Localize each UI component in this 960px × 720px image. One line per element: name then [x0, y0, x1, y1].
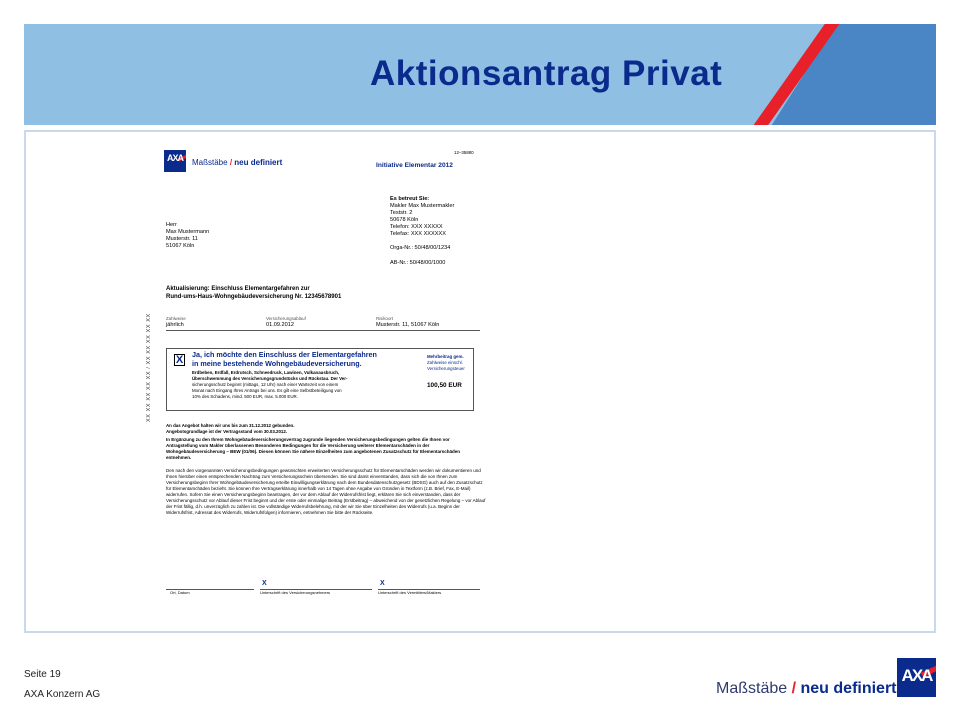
offer-checkbox[interactable]: X	[175, 354, 184, 366]
signature-label: Unterschrift des Vermittlers/Maklers	[378, 590, 442, 595]
premium-value: 100,50 EUR	[427, 382, 462, 389]
recipient-line: 51067 Köln	[166, 243, 195, 249]
agent-heading: Es betreut Sie:	[390, 196, 430, 202]
slide-title: Aktionsantrag Privat	[370, 54, 723, 93]
axa-logo: AXA	[164, 150, 186, 172]
company-name: AXA Konzern AG	[24, 689, 101, 700]
signature-label: Ort, Datum	[170, 590, 190, 595]
orga-number: Orga-Nr.: 50/48/00/1234	[390, 245, 451, 251]
offer-text: 10% des Schadens, mind. 500 EUR, max. 5.000 EUR.	[192, 394, 298, 399]
agent-line: 50678 Köln	[390, 217, 419, 223]
recipient-line: Max Mustermann	[166, 229, 210, 235]
ab-number: AB-Nr.: 50/48/00/1000	[390, 260, 446, 266]
validity-line: Angebotsgrundlage ist der Vertragsstand vom 30.03.2012.	[166, 429, 288, 434]
application-form	[146, 140, 486, 610]
offer-text: sicherungsschutz beginnt (mittags, 12 Uhr) nach einer Wartezeit von einem	[192, 382, 339, 387]
subject-line: Rund-ums-Haus-Wohngebäudeversicherung Nr. 12345678901	[166, 294, 342, 300]
agent-line: Telefax: XXX XXXXXX	[390, 231, 446, 237]
offer-text: Überschwemmung des Versicherungsgrundstücks und Rückstau. Der Ver-	[192, 376, 348, 381]
table-cell: jährlich	[166, 322, 184, 328]
reference-number: 12–35880	[454, 150, 474, 155]
offer-text: Monat nach Eingang Ihres Antrags bei uns. Es gilt eine Selbstbeteiligung von	[192, 388, 342, 393]
signature-mark: X	[262, 580, 267, 587]
cancellation-paragraph: Den nach den vorgenannten Versicherungsbedingungen gewünschten erweiterten Versicherungsschutz für Elementarschäden werden wir dokumentieren und Ihnen hierüber einen entsprechenden Nachtrag zum Versicherungsschein übersenden. Sie sind damit einverstanden, dass sich die von Ihnen zum Versicherungsbeginn Ihrer Wohngebäudeversicherung erteilte Einwilligungserklärung nach dem Bundesdatenschutzgesetz (BDSG) auch auf den Zusatzschutz für Elementarschäden bezieht. Sie können Ihre Vertragserklärung innerhalb von 14 Tagen ohne Angabe von Gründen in Textform (z.B. Brief, Fax, E-Mail) widerrufen. Sofern Sie einen Versicherungsbeginn beantragen, der vor dem Ablauf der Widerrufsfrist liegt, erklären Sie sich einverstanden, dass der Versicherungsschutz vor Ablauf dieser Frist beginnt und der erste oder einmalige Beitrag (Erstbeitrag) – abweichend von der gesetzlichen Regelung – vor Ablauf der Frist fällig, d.h. unverzüglich zu zahlen ist. Die vollständige Widerrufsbelehrung, mit der wir Sie über Einzelheiten des Widerrufs (u.a. Beginn der Widerrufsfrist, Adressat des Widerrufs, Widerrufsfolgen) informieren, entnehmen Sie bitte der Rückseite.	[166, 468, 486, 515]
footer-brand-claim: Maßstäbe / neu definiert	[716, 680, 897, 697]
offer-heading: in meine bestehende Wohngebäudeversicherung.	[192, 359, 362, 368]
document-frame	[24, 130, 936, 633]
table-header: Risikoort	[376, 316, 394, 321]
table-header: Versicherungsablauf	[266, 316, 306, 321]
page-number: Seite 19	[24, 669, 61, 680]
campaign-name: Initiative Elementar 2012	[376, 162, 453, 169]
premium-label: Zahlweise einschl.	[427, 360, 463, 365]
letterhead-brand: Maßstäbe / neu definiert	[192, 158, 283, 167]
recipient-line: Musterstr. 11	[166, 236, 198, 242]
subject-line: Aktualisierung: Einschluss Elementargefahren zur	[166, 286, 310, 292]
signature-mark: X	[380, 580, 385, 587]
offer-text: Erdbeben, Erdfall, Erdrutsch, Schneedruck, Lawinen, Vulkanausbruch,	[192, 370, 340, 375]
validity-line: An das Angebot halten wir uns bis zum 31.12.2012 gebunden.	[166, 423, 295, 428]
table-rule	[166, 330, 480, 331]
table-cell: 01.09.2012	[266, 322, 294, 328]
table-cell: Musterstr. 11, 51067 Köln	[376, 322, 440, 328]
conditions-paragraph: In Ergänzung zu den Ihrem Wohngebäudeversicherungsvertrag zugrunde liegenden Versicherungsbedingungen gelten die Ihnen vor Antragstellung vom Makler überlassenen Besonderen Bedingungen für die Versicherung weiterer Elementarschäden in der Wohngebäudeversicherung – BEW (01/06). Diesen können Sie nähere Einzelheiten zum angebotenen Zusatzschutz für Elementarschäden entnehmen.	[166, 437, 460, 460]
axa-logo: AXA	[897, 658, 936, 697]
premium-label: Versicherungsteuer	[427, 366, 465, 371]
agent-line: Telefon: XXX XXXXX	[390, 224, 443, 230]
signature-label: Unterschrift des Versicherungsnehmers	[260, 590, 331, 595]
agent-line: Makler Max Mustermakler	[390, 203, 455, 209]
recipient-line: Herr	[166, 222, 177, 228]
offer-heading: Ja, ich möchte den Einschluss der Elementargefahren	[192, 350, 377, 359]
side-code: XX XX XX XX XX / XX XX XX XX XX	[146, 313, 152, 422]
premium-label: Mehrbeitrag gem.	[427, 354, 464, 359]
agent-line: Teststr. 2	[390, 210, 413, 216]
table-header: Zahlweise	[166, 316, 186, 321]
